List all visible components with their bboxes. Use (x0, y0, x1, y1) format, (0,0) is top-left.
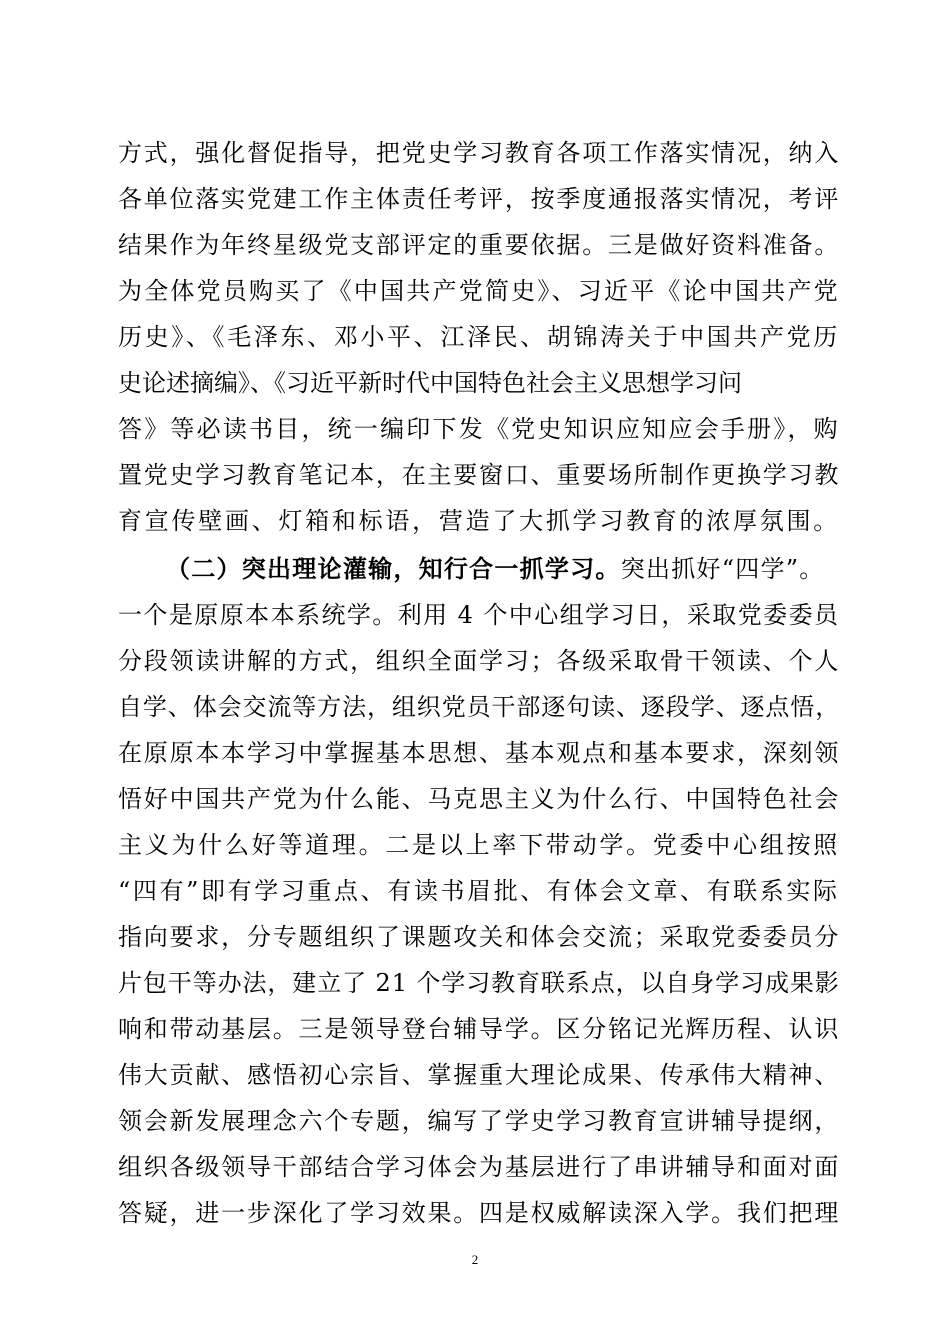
text-line: 自学、体会交流等方法，组织党员干部逐句读、逐段学、逐点悟， (118, 693, 841, 721)
text-line: 答疑，进一步深化了学习效果。四是权威解读深入学。我们把理 (118, 1199, 841, 1227)
text-line: 答》等必读书目，统一编印下发《党史知识应知应会手册》，购 (118, 415, 840, 443)
text-line: “四有”即有学习重点、有读书眉批、有体会文章、有联系实际 (118, 877, 840, 905)
text-line: 各单位落实党建工作主体责任考评，按季度通报落实情况，考评 (118, 185, 841, 213)
page-number: 2 (471, 1252, 479, 1267)
text-line: 响和带动基层。三是领导登台辅导学。区分铭记光辉历程、认识 (118, 1015, 841, 1043)
text-line: 指向要求，分专题组织了课题攻关和体会交流；采取党委委员分 (118, 923, 841, 951)
text-line: 一个是原原本本系统学。利用 4 个中心组学习日，采取党委委员 (118, 601, 840, 629)
text-line: 结果作为年终星级党支部评定的重要依据。三是做好资料准备。 (118, 231, 841, 259)
section-heading: （二）突出理论灌输，知行合一抓学习。 (166, 554, 621, 583)
text-line: 置党史学习教育笔记本，在主要窗口、重要场所制作更换学习教 (118, 461, 841, 489)
text-line: 历史》、《毛泽东、邓小平、江泽民、胡锦涛关于中国共产党历 (118, 323, 840, 351)
section-heading-line (166, 554, 825, 584)
text-line: 领会新发展理念六个专题，编写了学史学习教育宣讲辅导提纲， (118, 1107, 841, 1135)
text-line: 分段领读讲解的方式，组织全面学习；各级采取骨干领读、个人 (118, 647, 841, 675)
text-line: 育宣传壁画、灯箱和标语，营造了大抓学习教育的浓厚氛围。 (118, 507, 840, 535)
text-line: 片包干等办法，建立了 21 个学习教育联系点，以自身学习成果影 (118, 969, 840, 997)
section-heading-continuation: 突出抓好“四学”。 (620, 555, 825, 583)
text-line: 悟好中国共产党为什么能、马克思主义为什么行、中国特色社会 (118, 785, 841, 813)
text-line: 组织各级领导干部结合学习体会为基层进行了串讲辅导和面对面 (118, 1153, 841, 1181)
text-line: 为全体党员购买了《中国共产党简史》、习近平《论中国共产党 (118, 277, 840, 305)
text-line: 方式，强化督促指导，把党史学习教育各项工作落实情况，纳入 (118, 139, 841, 167)
text-line: 主义为什么好等道理。二是以上率下带动学。党委中心组按照 (118, 831, 840, 859)
text-line: 在原原本本学习中掌握基本思想、基本观点和基本要求，深刻领 (118, 739, 841, 767)
text-line: 伟大贡献、感悟初心宗旨、掌握重大理论成果、传承伟大精神、 (118, 1061, 841, 1089)
text-line: 史论述摘编》、《习近平新时代中国特色社会主义思想学习问 (118, 369, 742, 397)
